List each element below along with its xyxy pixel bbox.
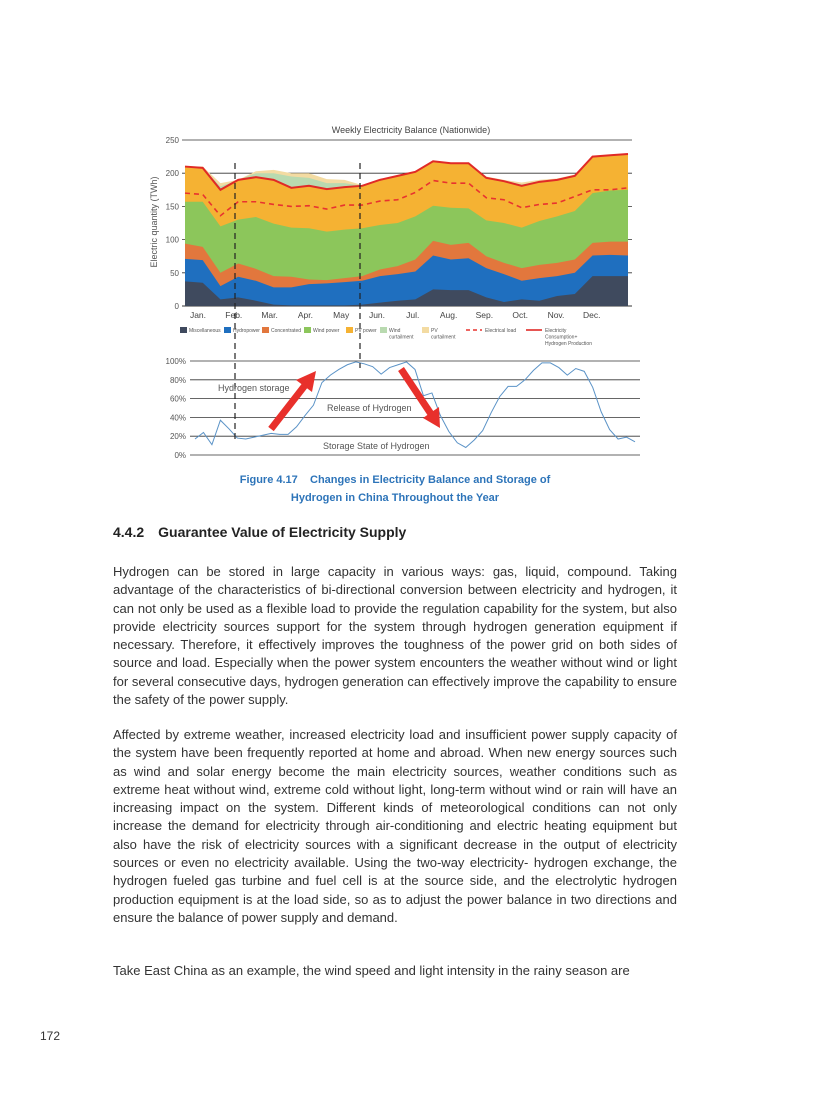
y-tick-label: 250: [165, 136, 179, 145]
legend-swatch: [224, 327, 231, 333]
month-label: Jul.: [406, 310, 420, 320]
month-label: May: [333, 310, 350, 320]
month-label: Nov.: [547, 310, 565, 320]
legend-swatch: [262, 327, 269, 333]
month-label: Dec.: [583, 310, 601, 320]
legend-swatch: [346, 327, 353, 333]
month-label: Jan.: [189, 310, 207, 320]
y-tick-label: 0: [174, 302, 179, 311]
month-label: Sep.: [475, 310, 494, 320]
caption-line-1: Figure 4.17 Changes in Electricity Balance and Storage of: [239, 474, 551, 486]
figure-4-17: [0, 0, 816, 470]
section-number: 4.4.2: [113, 524, 145, 540]
y-tick-label: 100%: [165, 357, 186, 366]
y-tick-label: 80%: [169, 375, 186, 385]
paragraph: Take East China as an example, the wind speed and light intensity in the rainy season are: [113, 963, 630, 978]
legend-label: PV curtailment: [431, 328, 456, 341]
caption-line-2: Hydrogen in China Throughout the Year: [290, 492, 500, 504]
legend-swatch: [422, 327, 429, 333]
y-tick-label: 20%: [169, 432, 186, 442]
annotation-release-hydrogen: Release of Hydrogen: [327, 403, 412, 413]
y-tick-label: 100: [165, 235, 179, 245]
legend-label: Miscellaneous: [189, 328, 221, 334]
month-label: Apr.: [297, 310, 313, 320]
y-tick-label: 200: [165, 169, 179, 179]
annotation-hydrogen-storage: Hydrogen storage: [218, 383, 290, 393]
month-label: Oct.: [512, 310, 528, 320]
figure-caption: [195, 471, 595, 507]
y-tick-label: 40%: [169, 413, 186, 423]
legend-label: Electricity Consumption+ Hydrogen Production: [545, 328, 592, 347]
legend-label: Wind curtailment: [389, 328, 414, 341]
section-heading: [113, 524, 406, 540]
y-tick-label: 150: [165, 202, 179, 212]
month-label: Aug.: [439, 310, 458, 320]
legend-label: Hydropower: [233, 328, 260, 334]
paragraph: Hydrogen can be stored in large capacity in various ways: gas, liquid, compound. Taking advantage of the characteristics of bi-directional conversion between electricity and hydrogen, it can not only be used as a flexible load to provide the regulation capability for the system, but also provide electricity sources support for the system through hydrogen generation equipment if necessary. Therefore, it effectively improves the toughness of the power grid on both sides of source and load. Especially when the power system encounters the weather without wind or light for several consecutive days, hydrogen generation can effectively improve the capability to ensure the safety of the power supply.: [113, 564, 677, 708]
line-storage-state: [195, 362, 635, 448]
month-label: Feb.: [225, 310, 243, 320]
legend-label: Electrical load: [485, 328, 517, 334]
legend-label: Concentrated: [271, 328, 302, 334]
y-tick-label: 50: [170, 268, 179, 278]
section-title: Guarantee Value of Electricity Supply: [158, 524, 407, 540]
paragraph: Affected by extreme weather, increased electricity load and insufficient power supply capacity of the system have been frequently reported at home and abroad. When new energy sources such as wind and solar energy become the main electricity sources, weather conditions such as extreme heat without wind, extreme cold without light, long-term without wind or rain will have an increasing impact on the system. Different kinds of meteorological conditions can not only increase the demand for electricity through air-conditioning and electric heating equipment but also have the risk of electricity sources with a significant decrease in the output of electricity sources or even no electricity available. Using the two-way electricity- hydrogen exchange, the hydrogen fueled gas turbine and fuel cell is at the source side, and the electrolytic hydrogen production equipment is at the load side, so as to adjust the power balance in two directions and ensure the balance of power supply and demand.: [113, 727, 677, 925]
y-tick-label: 0%: [174, 451, 186, 460]
legend-label: PV power: [355, 328, 377, 334]
annotation-storage-state: Storage State of Hydrogen: [323, 441, 430, 451]
y-axis-label: Electric quantity (TWh): [149, 176, 159, 268]
month-label: Mar.: [261, 310, 278, 320]
chart-title: Weekly Electricity Balance (Nationwide): [331, 125, 491, 135]
legend-swatch: [304, 327, 311, 333]
month-label: Jun.: [368, 310, 386, 320]
legend-label: Wind power: [313, 328, 340, 334]
y-tick-label: 60%: [169, 394, 186, 404]
legend-swatch: [380, 327, 387, 333]
legend-swatch: [180, 327, 187, 333]
page-number: 172: [40, 1029, 61, 1043]
